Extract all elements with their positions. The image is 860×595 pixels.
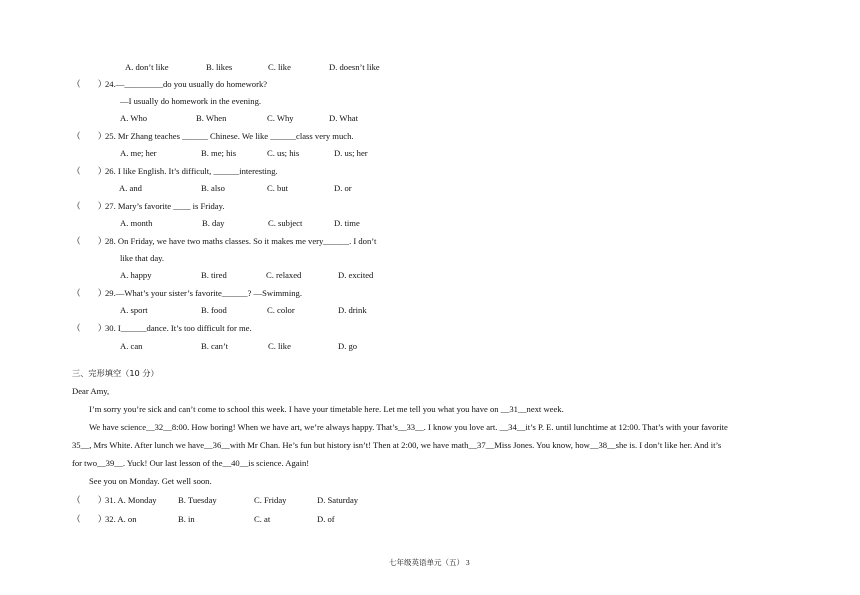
passage-line: I’m sorry you’re sick and can’t come to school this week. I have your timetable here. Let me tell you what you have on __31__next week. (89, 404, 564, 414)
option: A. month (120, 218, 153, 228)
passage-line: 35__, Mrs White. After lunch we have__36__with Mr Chan. He’s fun but history isn’t! Then at 2:00, we have math__37__Miss Jones. You know, how__38__she is. I don’t like her. And it’s (72, 440, 722, 450)
option: A. don’t like (125, 62, 169, 72)
passage-line: for two__39__. Yuck! Our last lesson of the__40__is science. Again! (72, 458, 310, 468)
option: C. us; his (267, 148, 300, 158)
option: B. day (202, 218, 225, 228)
option: A. me; her (120, 148, 157, 158)
question-text: 29.—What’s your sister’s favorite______? —Swimming. (105, 288, 302, 298)
answer-paren: （ ） (72, 201, 107, 211)
option: B. can’t (201, 341, 229, 351)
option: D. go (338, 341, 358, 351)
question-text: like that day. (120, 253, 165, 263)
option: C. like (268, 62, 291, 72)
answer-paren: （ ） (72, 166, 107, 176)
option: C. like (268, 341, 291, 351)
option: D. drink (338, 305, 367, 315)
question-text: 31. A. Monday (105, 495, 157, 505)
option: A. can (120, 341, 143, 351)
option: C. subject (268, 218, 303, 228)
answer-paren: （ ） (72, 514, 107, 524)
answer-paren: （ ） (72, 495, 107, 505)
option: A. sport (120, 305, 148, 315)
option: B. in (178, 514, 195, 524)
option: A. Who (120, 113, 148, 123)
option: C. color (267, 305, 295, 315)
option: D. us; her (334, 148, 368, 158)
option: D. time (334, 218, 360, 228)
option: C. Friday (254, 495, 287, 505)
option: A. and (119, 183, 142, 193)
answer-paren: （ ） (72, 131, 107, 141)
question-text: 24.—_________do you usually do homework? (105, 79, 268, 89)
option: A. happy (120, 270, 152, 280)
answer-paren: （ ） (72, 323, 107, 333)
question-text: 26. I like English. It’s difficult, ______interesting. (105, 166, 278, 176)
option: D. of (317, 514, 335, 524)
option: C. Why (267, 113, 294, 123)
option: D. doesn’t like (329, 62, 380, 72)
option: C. relaxed (266, 270, 302, 280)
passage-line: We have science__32__8:00. How boring! When we have art, we’re always happy. That’s__33__. I know you love art. __34__it’s P. E. until lunchtime at 12:00. That’s with your favorite (89, 422, 728, 432)
question-text: 25. Mr Zhang teaches ______ Chinese. We like ______class very much. (105, 131, 354, 141)
option: B. me; his (201, 148, 237, 158)
option: B. food (201, 305, 227, 315)
option: C. at (254, 514, 271, 524)
answer-paren: （ ） (72, 79, 107, 89)
letter-greeting: Dear Amy, (72, 386, 110, 396)
answer-paren: （ ） (72, 236, 107, 246)
option: B. Tuesday (178, 495, 217, 505)
question-text: 28. On Friday, we have two maths classes. So it makes me very______. I don’t (105, 236, 377, 246)
option: B. tired (201, 270, 227, 280)
option: D. What (329, 113, 358, 123)
question-text: 32. A. on (105, 514, 137, 524)
option: C. but (267, 183, 289, 193)
option: D. excited (338, 270, 374, 280)
question-text: 27. Mary’s favorite ____ is Friday. (105, 201, 225, 211)
answer-paren: （ ） (72, 288, 107, 298)
section-heading: 三、完形填空（10 分） (72, 368, 159, 378)
question-text: —I usually do homework in the evening. (120, 96, 262, 106)
option: B. When (196, 113, 227, 123)
option: B. also (201, 183, 225, 193)
question-text: 30. I______dance. It’s too difficult for me. (105, 323, 252, 333)
page-footer: 七年级英语单元（五） 3 (389, 558, 470, 567)
passage-line: See you on Monday. Get well soon. (89, 476, 212, 486)
option: D. Saturday (317, 495, 359, 505)
option: B. likes (206, 62, 233, 72)
option: D. or (334, 183, 352, 193)
